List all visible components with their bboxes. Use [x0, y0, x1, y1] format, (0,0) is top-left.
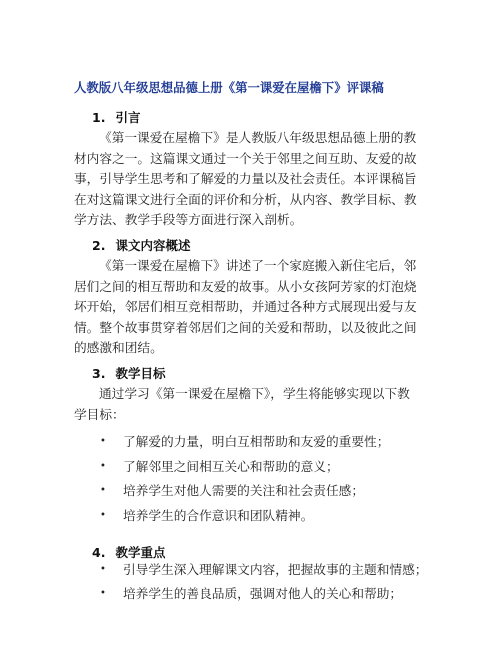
- paragraph-line: 居们之间的相互帮助和友爱的故事。从小女孩阿芳家的灯泡烧: [74, 278, 417, 294]
- list-item: [100, 432, 445, 452]
- section-title: 课文内容概述: [115, 238, 191, 253]
- paragraph-line: 学目标：: [74, 406, 125, 422]
- paragraph-line: 情。整个故事贯穿着邻居们之间的关爱和帮助，以及彼此之间: [74, 319, 417, 335]
- document-page: [60, 0, 445, 649]
- list-item-text: 培养学生对他人需要的关注和社会责任感；: [123, 483, 365, 498]
- paragraph-line: 在对这篇课文进行全面的评价和分析，从内容、教学目标、教: [74, 191, 417, 207]
- focus-bullet-list: [100, 560, 445, 609]
- list-item: [100, 457, 445, 477]
- paragraph-line: 学方法、教学手段等方面进行深入剖析。: [74, 212, 303, 227]
- list-item-text: 培养学生的合作意识和团队精神。: [123, 507, 314, 523]
- list-item-text: 了解爱的力量，明白互相帮助和友爱的重要性；: [123, 434, 390, 449]
- section-heading-focus: [92, 543, 165, 561]
- section-heading-overview: [92, 236, 190, 254]
- section-number: 1.: [92, 110, 106, 125]
- section-paragraph-goals: [74, 384, 446, 425]
- bullet-icon: •: [100, 588, 106, 599]
- section-title: 教学重点: [115, 545, 166, 560]
- section-number: 2.: [92, 238, 106, 253]
- list-item: [100, 481, 445, 501]
- paragraph-line: 通过学习《第一课爱在屋檐下》，学生将能够实现以下教: [99, 386, 410, 401]
- list-item: [100, 506, 445, 526]
- list-item: [100, 584, 445, 604]
- list-item-text: 了解邻里之间相互关心和帮助的意义；: [123, 458, 339, 474]
- paragraph-line: 材内容之一。这篇课文通过一个关于邻里之间互助、友爱的故: [74, 150, 417, 166]
- bullet-icon: •: [100, 460, 106, 472]
- section-title: 教学目标: [115, 366, 166, 381]
- section-number: 3.: [92, 366, 106, 381]
- bullet-icon: •: [100, 485, 106, 496]
- section-paragraph-overview: [74, 256, 446, 359]
- list-item-text: 培养学生的善良品质，强调对他人的关心和帮助；: [123, 586, 403, 601]
- paragraph-line: 事，引导学生思考和了解爱的力量以及社会责任。本评课稿旨: [74, 171, 417, 186]
- paragraph-line: 的感激和团结。: [74, 340, 163, 355]
- bullet-icon: •: [100, 436, 106, 447]
- section-title: 引言: [115, 110, 141, 125]
- list-item-text: 引导学生深入理解课文内容，把握故事的主题和情感；: [123, 562, 428, 577]
- document-title: 人教版八年级思想品德上册《第一课爱在屋檐下》评课稿: [74, 80, 384, 95]
- paragraph-line: 《第一课爱在屋檐下》讲述了一个家庭搬入新住宅后，邻: [99, 258, 417, 273]
- paragraph-line: 坏开始，邻居们相互竞相帮助，并通过各种方式展现出爱与友: [74, 299, 417, 314]
- section-heading-goals: [92, 364, 165, 382]
- section-heading-intro: [92, 108, 140, 126]
- goals-bullet-list: [100, 432, 445, 530]
- list-item: [100, 560, 445, 580]
- bullet-icon: •: [100, 564, 106, 575]
- section-number: 4.: [92, 545, 106, 560]
- section-paragraph-intro: [74, 128, 446, 231]
- bullet-icon: •: [100, 509, 106, 521]
- paragraph-line: 《第一课爱在屋檐下》是人教版八年级思想品德上册的教: [99, 130, 417, 145]
